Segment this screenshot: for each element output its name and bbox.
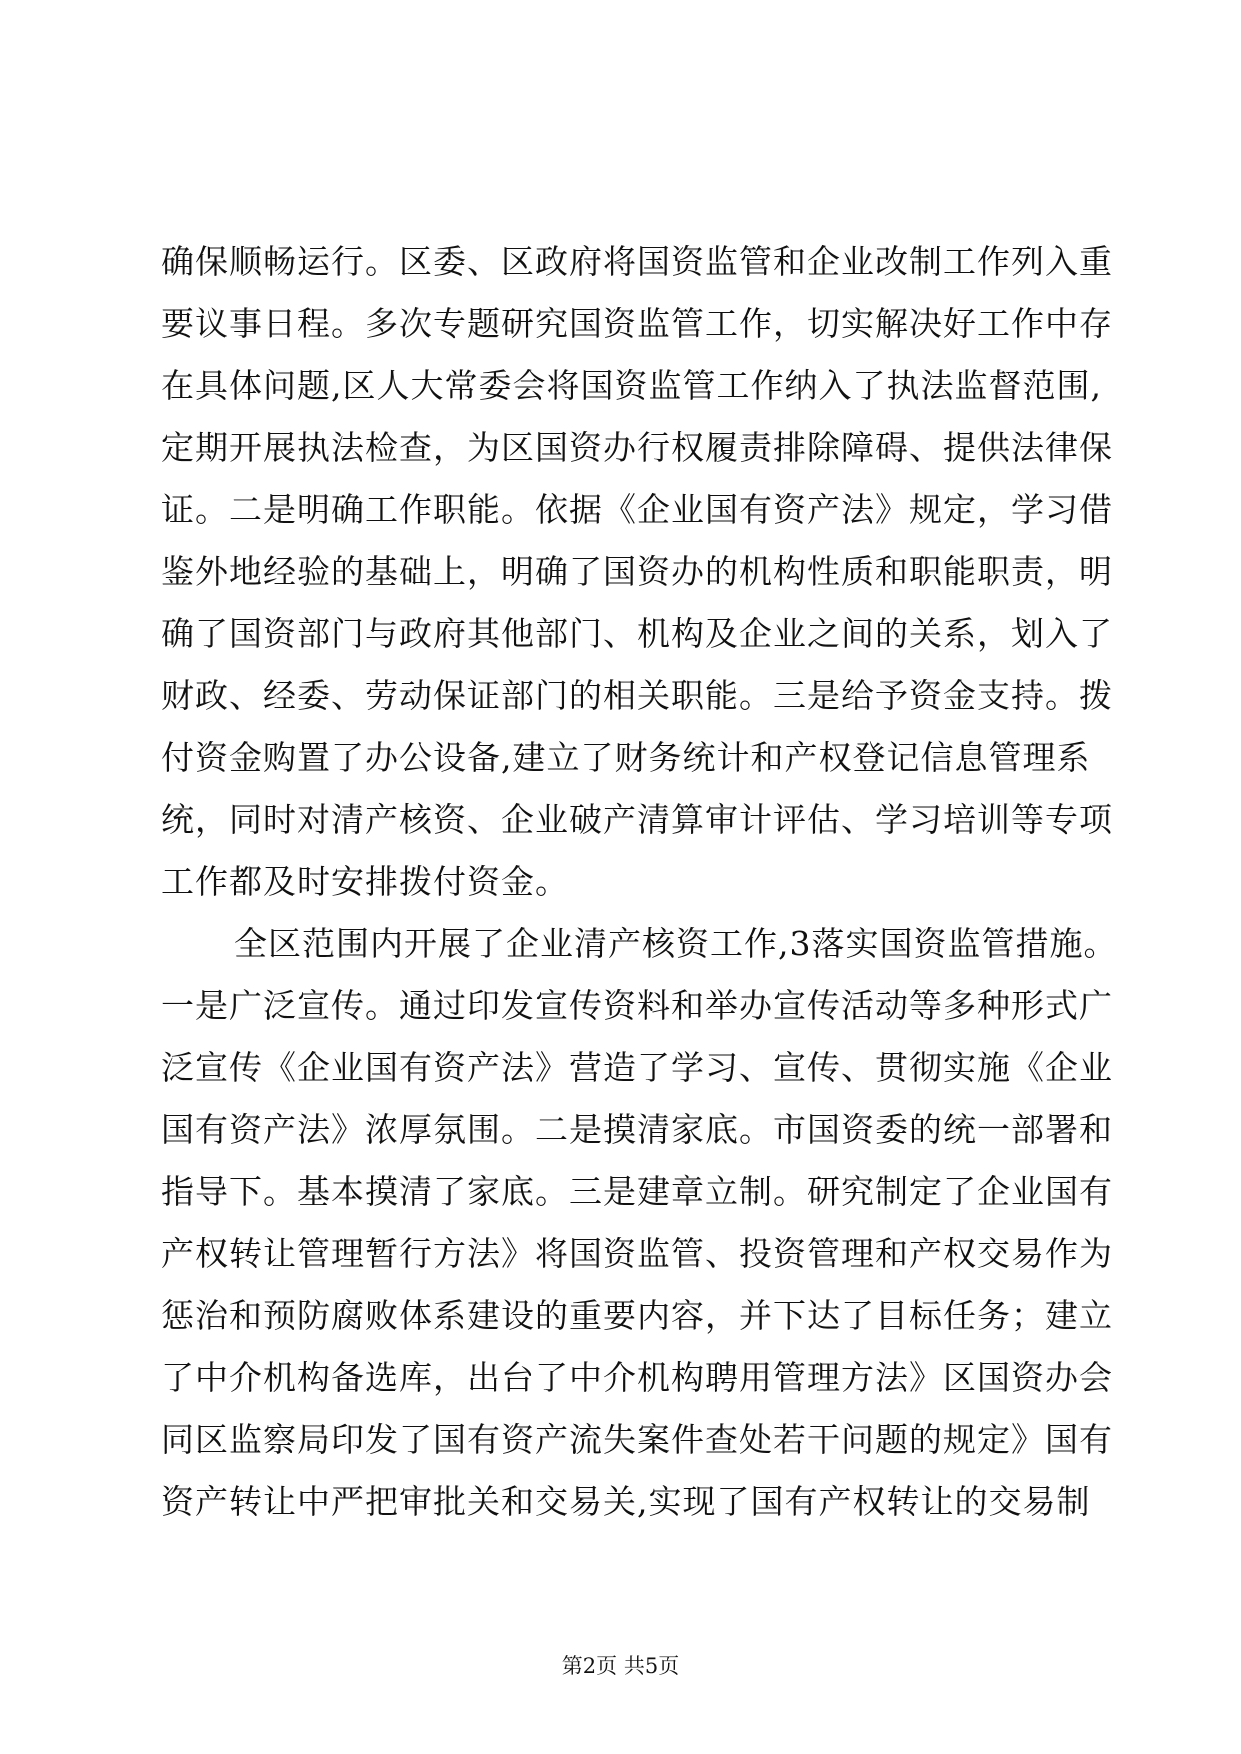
- paragraph-first-line: 全区范围内开展了企业清产核资工作,3落实国资监管措施。: [234, 924, 1118, 963]
- text-line: 证。二是明确工作职能。依据《企业国有资产法》规定，学习借: [161, 490, 1113, 529]
- text-line: 定期开展执法检查，为区国资办行权履责排除障碍、提供法律保: [161, 428, 1113, 467]
- text-line: 国有资产法》浓厚氛围。二是摸清家底。市国资委的统一部署和: [161, 1110, 1113, 1149]
- text-line: 同区监察局印发了国有资产流失案件查处若干问题的规定》国有: [161, 1420, 1113, 1459]
- text-line: 确保顺畅运行。区委、区政府将国资监管和企业改制工作列入重: [161, 242, 1113, 281]
- text-line: 产权转让管理暂行方法》将国资监管、投资管理和产权交易作为: [161, 1234, 1113, 1273]
- text-line: 付资金购置了办公设备,建立了财务统计和产权登记信息管理系: [161, 738, 1091, 777]
- text-line: 惩治和预防腐败体系建设的重要内容，并下达了目标任务；建立: [161, 1296, 1113, 1335]
- text-line: 泛宣传《企业国有资产法》营造了学习、宣传、贯彻实施《企业: [161, 1048, 1113, 1087]
- text-line: 工作都及时安排拨付资金。: [161, 862, 569, 901]
- text-line: 要议事日程。多次专题研究国资监管工作，切实解决好工作中存: [161, 304, 1113, 343]
- text-line: 鉴外地经验的基础上，明确了国资办的机构性质和职能职责，明: [161, 552, 1113, 591]
- text-line: 确了国资部门与政府其他部门、机构及企业之间的关系，划入了: [161, 614, 1113, 653]
- text-line: 在具体问题,区人大常委会将国资监管工作纳入了执法监督范围,: [161, 366, 1102, 405]
- text-line: 统，同时对清产核资、企业破产清算审计评估、学习培训等专项: [161, 800, 1113, 839]
- text-line: 一是广泛宣传。通过印发宣传资料和举办宣传活动等多种形式广: [161, 986, 1113, 1025]
- text-line: 指导下。基本摸清了家底。三是建章立制。研究制定了企业国有: [161, 1172, 1113, 1211]
- text-line: 了中介机构备选库，出台了中介机构聘用管理方法》区国资办会: [161, 1358, 1113, 1397]
- page-number-footer: 第2页 共5页: [561, 1654, 680, 1678]
- text-line: 财政、经委、劳动保证部门的相关职能。三是给予资金支持。拨: [161, 676, 1113, 715]
- text-line: 资产转让中严把审批关和交易关,实现了国有产权转让的交易制: [161, 1482, 1091, 1521]
